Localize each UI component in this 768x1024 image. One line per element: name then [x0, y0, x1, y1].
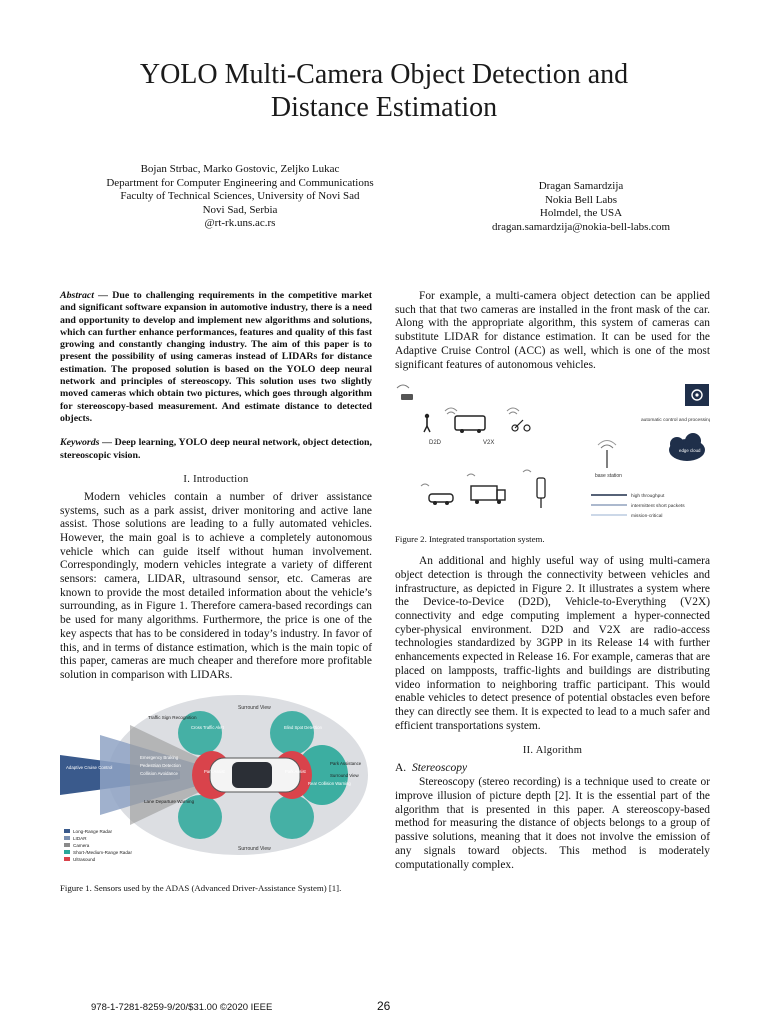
footer-isbn: 978-1-7281-8259-9/20/$31.00 ©2020 IEEE	[91, 1002, 273, 1013]
paper-title	[60, 58, 708, 124]
label-intermittent: intermittent short packets	[631, 504, 685, 510]
author-block-left	[40, 163, 440, 231]
pedestrian-icon	[424, 414, 430, 432]
cloud-icon	[669, 433, 705, 461]
legend-label: LIDAR	[73, 835, 87, 841]
author-names: Bojan Strbac, Marko Gostovic, Zeljko Lukac	[140, 163, 340, 175]
car-icon	[429, 494, 453, 505]
label-park-assist-right: Park Assist	[285, 768, 306, 774]
label-lane-departure: Lane Departure Warning	[144, 798, 195, 804]
label-park-assist-left: Park Assist	[204, 768, 225, 774]
title-line-2: Distance Estimation	[270, 92, 498, 123]
legend-swatch-camera	[64, 843, 70, 847]
author-affiliation: Nokia Bell Labs	[544, 193, 618, 206]
signal-waves-bottom-icon	[421, 470, 531, 486]
subsection-label: A.	[395, 762, 407, 775]
subsection-title: Stereoscopy	[411, 762, 468, 775]
legend-swatch-short-radar	[64, 850, 70, 854]
section-heading-introduction: I. Introduction	[183, 473, 249, 485]
truck-icon	[471, 486, 505, 504]
abstract-text: Due to challenging requirements in the competitive market and significant software expansion in automotive industry, there is a need and opportunity to develop and implement new algorithms and solutions, which can further enhance performances, features and quality of this fast growing and constantly changing industry. The aim of this paper is to present the possibility of using cameras instead of LIDARs for distance estimation. The proposed solution is based on the YOLO deep neural network and principles of stereoscopy. This solution uses two slightly moved cameras which obtain two pictures, which goes through algorithm for stereoscopy-based measurement. And estimate distance to detected objects.	[60, 290, 372, 424]
transport-diagram	[395, 378, 710, 528]
author-department: Department for Computer Engineering and Communications	[106, 176, 374, 189]
label-blind-spot: Blind Spot Detection	[284, 724, 322, 730]
stereoscopy-paragraph: Stereoscopy (stereo recording) is a technique used to create or improve illusion of picture depth [2]. It is the essential part of the algorithm that is presented in this paper. A stereoscopy-based method for measuring the distance of objects belongs to a group of passive solutions, meaning that it does not involve the emission of any signals toward objects. This method is moderately computationally complex.	[395, 776, 710, 871]
label-surround-bottom: Surround View	[238, 845, 271, 852]
label-v2x: V2X	[483, 440, 495, 447]
legend-label: Ultrasound	[73, 856, 96, 862]
label-high-throughput: high throughput	[631, 494, 665, 500]
right-paragraph-2: An additional and highly useful way of using multi-camera object detection is through the connectivity between vehicles and infrastructure, as depicted in Figure 2. It illustrates a system where the Device-to-Device (D2D), Vehicle-to-Everything (V2X) connectivity and edge computing implement a hyper-connected cyber-physical environment. D2D and V2X are radio-access technologies standardized by 3GPP in its Release 14 with further enhancements expected in Release 16. For example, cameras that are placed on lampposts, traffic-lights and buildings are distributing video information to neighboring traffic participant. This would enable vehicles to detect presence of potential obstacles even before they can directly see them. It is expected to lead to a much safer and efficient transportations system.	[395, 555, 710, 732]
author-location: Novi Sad, Serbia	[202, 203, 278, 216]
figure-2-transport-system	[395, 378, 710, 528]
right-column	[395, 290, 710, 872]
figure-1-adas-sensors	[60, 695, 372, 875]
label-park-assistance: Park Assistance	[330, 760, 362, 766]
label-cross-traffic: Cross Traffic Alert	[191, 724, 224, 730]
label-edge-cloud: edge cloud	[679, 448, 701, 454]
author-email: @rt-rk.uns.ac.rs	[204, 217, 276, 229]
legend-swatch-long-range-radar	[64, 829, 70, 833]
author-name: Dragan Samardzija	[538, 180, 624, 192]
author-block-right	[452, 180, 710, 234]
keywords-lead: Keywords —	[60, 437, 112, 449]
label-traffic-sign: Traffic Sign Recognition	[148, 714, 197, 720]
figure-1-legend	[64, 829, 132, 862]
car-roof	[232, 762, 272, 788]
motorbike-icon	[512, 420, 530, 431]
keywords-text: Deep learning, YOLO deep neural network, object detection, stereoscopic vision.	[60, 437, 373, 461]
left-column	[60, 290, 372, 894]
title-line-1: YOLO Multi-Camera Object Detection and	[139, 59, 629, 90]
subsection-heading-stereoscopy	[395, 762, 710, 774]
legend-label: Short-/Medium-Range Radar	[73, 849, 132, 855]
section-heading-algorithm: II. Algorithm	[522, 745, 583, 757]
introduction-paragraph: Modern vehicles contain a number of driver assistance systems, such as a park assist, driver monitoring and active lane assist. Those solutions are leading to a fully automated vehicles. However, the main goal is to achieve a completely autonomous vehicle which can guide itself without human involvement. Correspondingly, modern vehicles integrate a variety of different sensors: camera, LIDAR, ultrasound sensor, etc. Cameras are known to provide the most detailed information about the vehicle’s surrounding, as in Figure 1. Therefore camera-based recordings can be used for many algorithms. Furthermore, the price is one of the key aspects that has to be considered in today’s industry. In favor of this, and in terms of distance estimation, which is the main topic of this paper, cameras are much cheaper and therefore more profitable solution in comparison with LIDARs.	[60, 490, 372, 681]
label-rear-collision: Rear Collision Warning	[308, 780, 351, 786]
label-adaptive-cruise: Adaptive Cruise Control	[66, 764, 113, 770]
legend-swatch-ultrasound	[64, 857, 70, 861]
label-auto-control: automatic control and processing	[641, 418, 710, 424]
label-mission-critical: mission-critical	[631, 514, 663, 520]
camera-icon	[397, 385, 413, 400]
author-email: dragan.samardzija@nokia-bell-labs.com	[491, 220, 671, 233]
figure-2-caption: Figure 2. Integrated transportation system.	[395, 534, 545, 545]
label-base-station: base station	[595, 473, 622, 480]
author-location: Holmdel, the USA	[539, 207, 623, 219]
radar-zone-rear-right	[270, 795, 314, 839]
label-surround-right: Surround View	[330, 772, 359, 778]
abstract	[60, 290, 372, 425]
gear-icon	[685, 384, 709, 406]
radar-zone-rear-left	[270, 711, 314, 755]
traffic-light-icon	[537, 478, 545, 508]
legend-swatch-lidar	[64, 836, 70, 840]
page-number: 26	[377, 999, 391, 1013]
bus-icon	[455, 416, 485, 433]
label-pedestrian: Pedestrian Detection	[140, 762, 181, 768]
signal-waves-icon	[445, 408, 519, 414]
figure-1-caption: Figure 1. Sensors used by the ADAS (Advanced Driver-Assistance System) [1].	[60, 882, 342, 893]
base-station-icon	[598, 441, 616, 469]
keywords	[60, 437, 372, 462]
abstract-lead: Abstract —	[60, 290, 109, 301]
legend-label: Camera	[73, 842, 90, 848]
label-collision: Collision Avoidance	[140, 770, 178, 776]
label-surround-top: Surround View	[238, 704, 271, 711]
adas-diagram	[60, 695, 372, 875]
label-d2d: D2D	[429, 440, 442, 447]
right-paragraph-1: For example, a multi-camera object detection can be applied such that that two cameras are installed in the front mask of the car. Along with the appropriate algorithm, this system of cameras can substitute LIDAR for distance estimation. It can be used for the Adaptive Cruise Control (ACC) as well, which is one of the most significant features of autonomous vehicles.	[395, 290, 710, 371]
author-faculty: Faculty of Technical Sciences, University of Novi Sad	[120, 190, 360, 202]
label-emergency-braking: Emergency Braking	[140, 754, 179, 760]
legend-label: Long-Range Radar	[73, 828, 113, 834]
